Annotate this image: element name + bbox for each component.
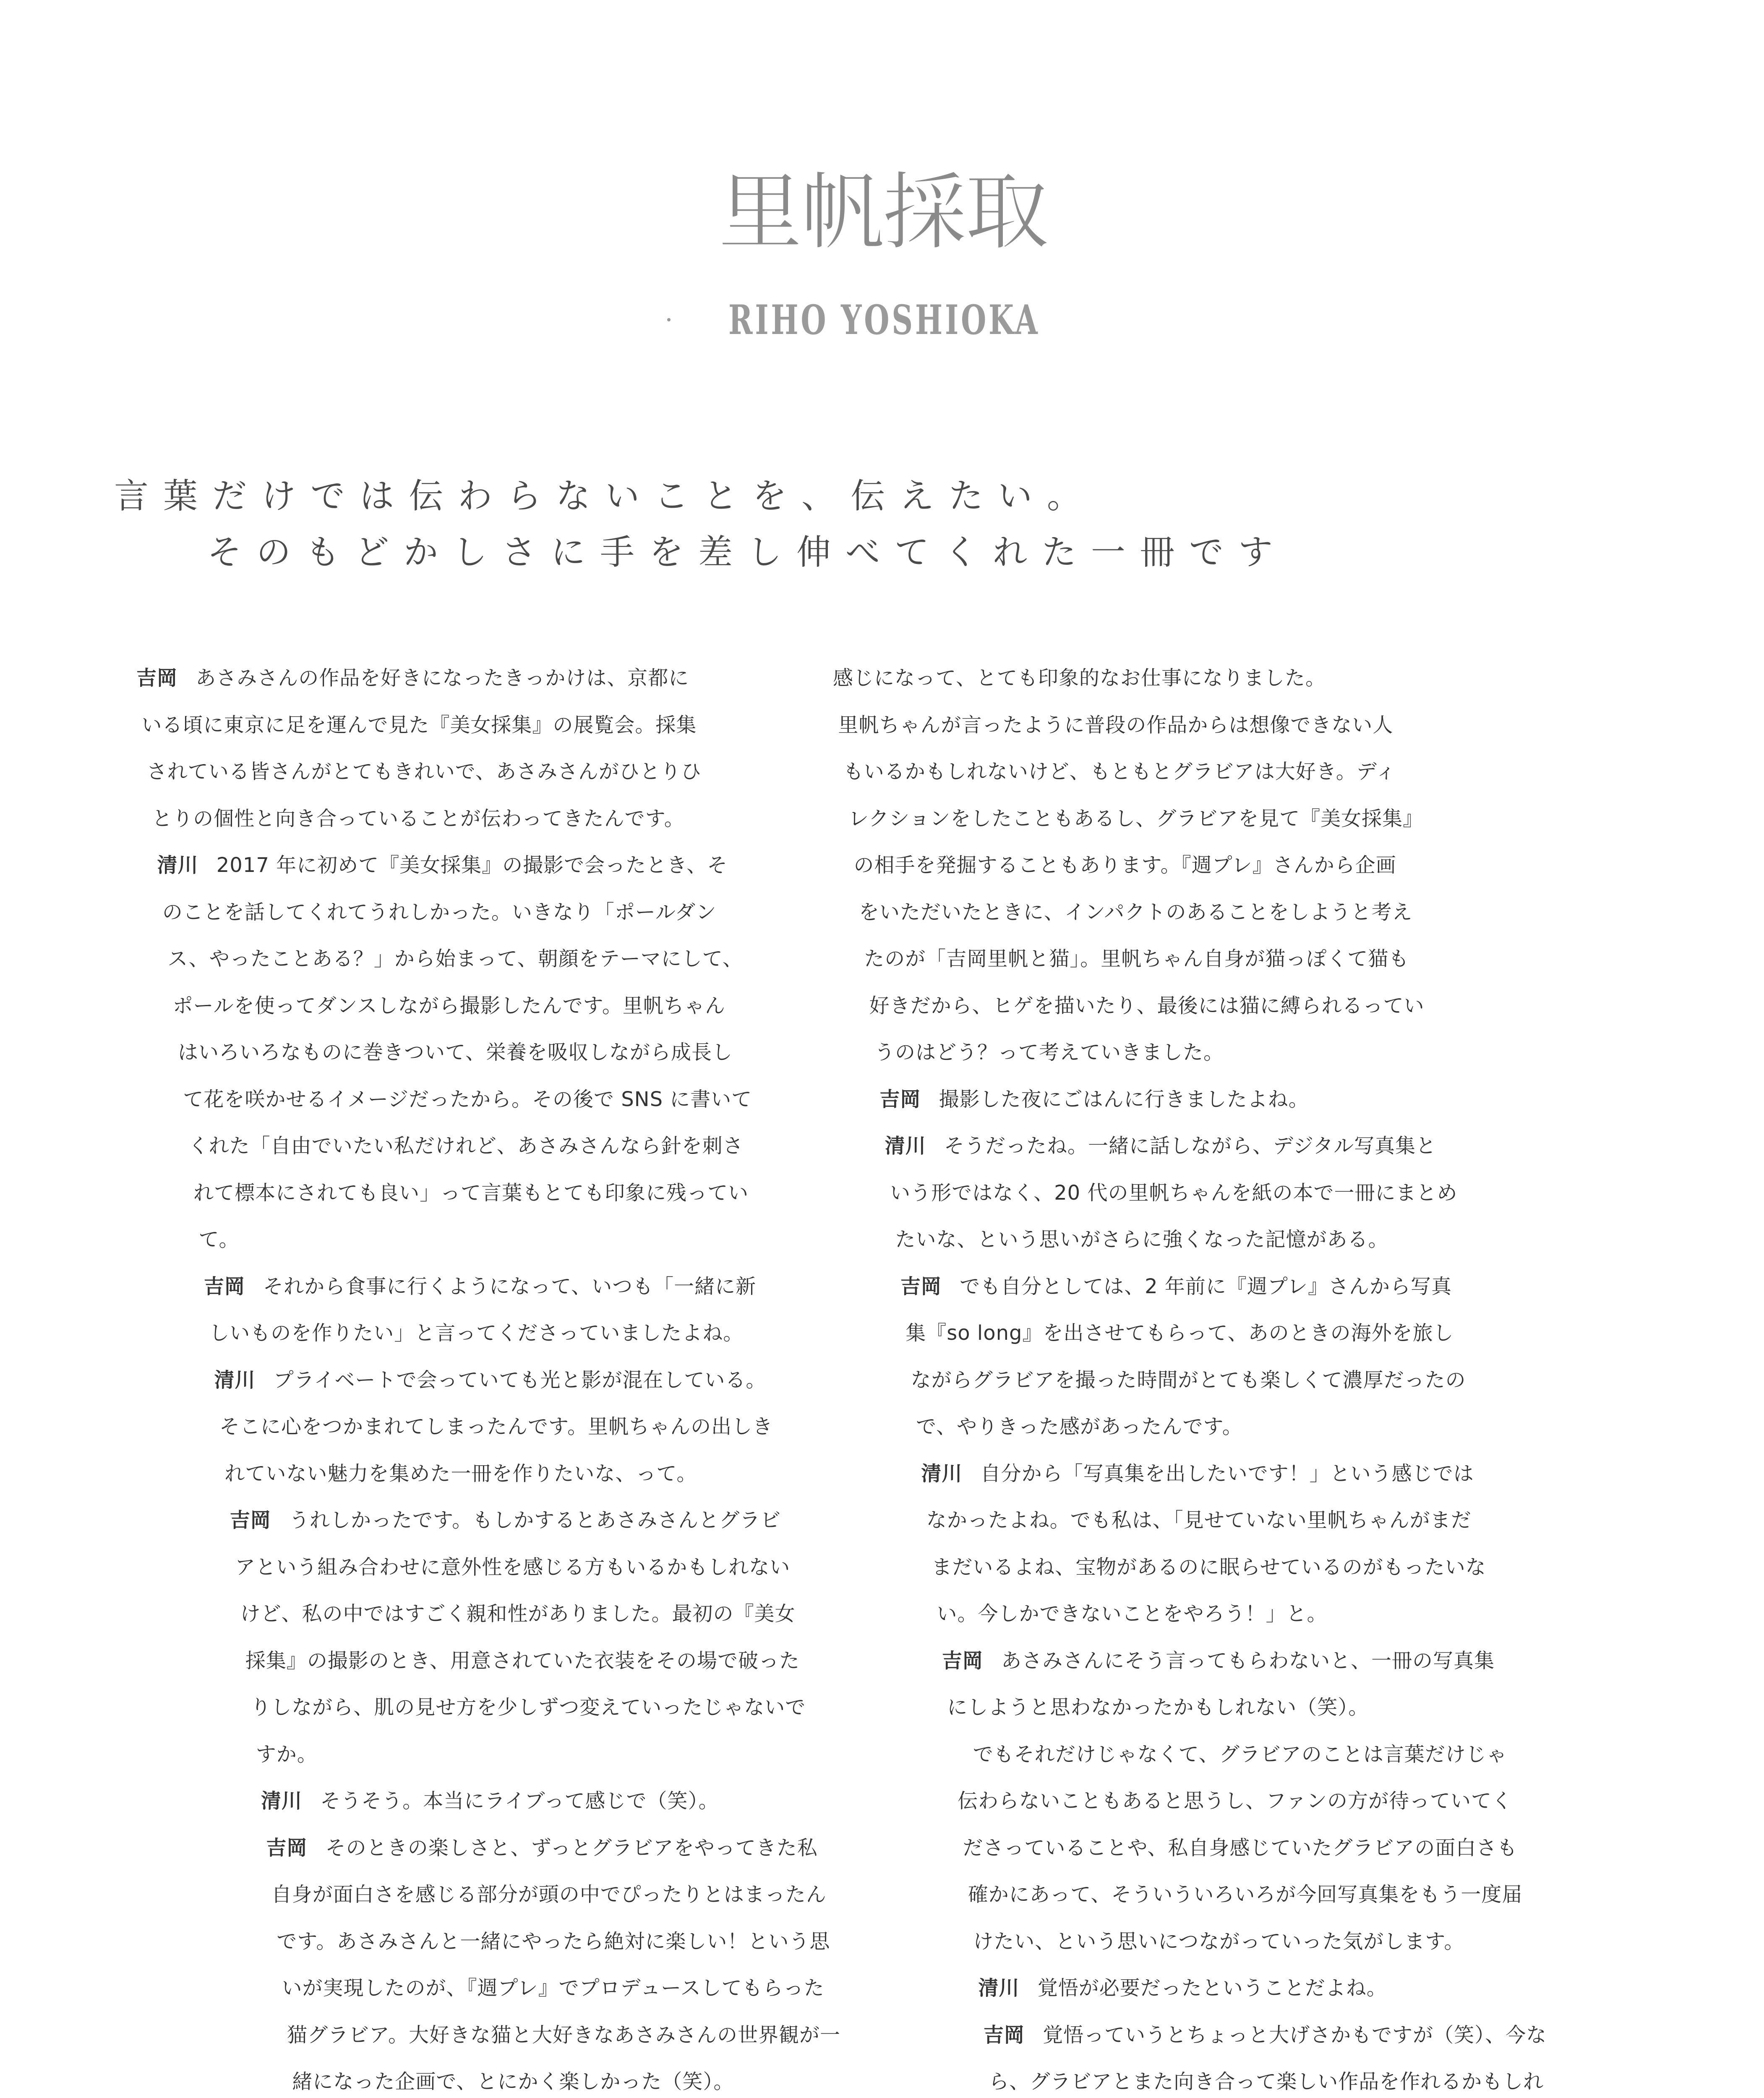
article-line (900, 1273, 1452, 1300)
speaker-name: 清川 (214, 1368, 256, 1392)
line-text: まだいるよね、宝物があるのに眠らせているのがもったいな (932, 1555, 1486, 1579)
article-line (256, 1741, 318, 1767)
article-line (277, 1928, 830, 1954)
line-text: いる頃に東京に足を運んで見た『美女採集』の展覧会。採集 (141, 713, 697, 737)
line-text: ださっていることや、私自身感じていたグラビアの面白さも (963, 1836, 1518, 1860)
line-text: レクションをしたこともあるし、グラビアを見て『美女採集』 (848, 806, 1424, 830)
line-text: プライベートで会っていても光と影が混在している。 (273, 1368, 767, 1392)
article-line (141, 712, 697, 738)
article-line (136, 665, 689, 691)
article-line (905, 1320, 1453, 1346)
article-line (947, 1694, 1369, 1720)
speaker-name: 吉岡 (983, 2023, 1025, 2047)
line-text: ながらグラビアを撮った時間がとても楽しくて濃厚だったの (911, 1368, 1466, 1392)
line-text: て花を咲かせるイメージだったから。その後で SNS に書いて (183, 1087, 752, 1111)
headline-line-2: そのもどかしさに手を差し伸べてくれた一冊です (207, 532, 1288, 572)
line-text: もいるかもしれないけど、もともとグラビアは大好き。ディ (843, 760, 1396, 783)
article-line (152, 806, 685, 832)
article-line (162, 899, 717, 925)
line-text: の相手を発掘することもあります。『週プレ』さんから企画 (853, 853, 1396, 877)
article-line (973, 1928, 1464, 1954)
article-line (219, 1414, 773, 1440)
line-text: アという組み合わせに意外性を感じる方もいるかもしれない (235, 1555, 791, 1579)
article-line (188, 1133, 744, 1159)
article-line (240, 1601, 796, 1627)
article-line (183, 1086, 752, 1112)
article-line (178, 1039, 733, 1065)
article-line (287, 2022, 840, 2048)
line-text: い。今しかできないことをやろう！」と。 (937, 1602, 1328, 1626)
article-line (895, 1226, 1389, 1253)
line-text: をいただいたときに、インパクトのあることをしようと考え (859, 900, 1413, 924)
article-line (224, 1461, 697, 1487)
speaker-name: 吉岡 (942, 1649, 983, 1673)
article-line (874, 1039, 1224, 1065)
line-text: はいろいろなものに巻きついて、栄養を吸収しながら成長し (178, 1041, 733, 1064)
article-line (937, 1601, 1328, 1627)
headline-line-1: 言葉だけでは伝わらないことを、伝えたい。 (114, 476, 1096, 516)
article-line (963, 1835, 1517, 1861)
article-line (251, 1694, 806, 1720)
article-line (879, 1086, 1309, 1112)
article-line (843, 759, 1396, 785)
line-text: くれた「自由でいたい私だけれど、あさみさんなら針を刺さ (188, 1134, 744, 1158)
speaker-name: 吉岡 (900, 1274, 942, 1298)
line-text: それから食事に行くようになって、いつも「一緒に新 (263, 1274, 757, 1298)
speaker-name: 清川 (978, 1976, 1020, 2000)
article-line (214, 1367, 767, 1393)
line-text: 自分から「写真集を出したいです！」という感じでは (980, 1461, 1474, 1485)
line-text: されている皆さんがとてもきれいで、あさみさんがひとりひ (146, 760, 702, 783)
speaker-name: 吉岡 (230, 1508, 271, 1532)
line-text: けたい、という思いにつながっていった気がします。 (973, 1929, 1465, 1953)
line-text: 確かにあって、そういういろいろが今回写真集をもう一度届 (968, 1883, 1523, 1906)
line-text: 猫グラビア。大好きな猫と大好きなあさみさんの世界観が一 (287, 2023, 841, 2047)
speaker-name: 清川 (261, 1789, 303, 1813)
line-text: すか。 (256, 1742, 318, 1766)
line-text: いが実現したのが、『週プレ』でプロデュースしてもらった (282, 1976, 825, 2000)
article-line (261, 1788, 719, 1814)
article-line (292, 2069, 734, 2095)
speaker-name: 清川 (921, 1461, 963, 1485)
line-text: でもそれだけじゃなくて、グラビアのことは言葉だけじゃ (952, 1742, 1507, 1766)
line-text: たのが「吉岡里帆と猫」。里帆ちゃん自身が猫っぽくて猫も (864, 947, 1409, 971)
line-text: 里帆ちゃんが言ったように普段の作品からは想像できない人 (838, 713, 1393, 737)
line-text: 2017 年に初めて『美女採集』の撮影で会ったとき、そ (216, 853, 728, 877)
article-line (911, 1367, 1466, 1393)
line-text: とりの個性と向き合っていることが伝わってきたんです。 (152, 806, 685, 830)
line-text: たいな、という思いがさらに強くなった記憶がある。 (895, 1228, 1389, 1251)
article-line (864, 946, 1409, 972)
article-line (968, 1881, 1523, 1908)
speaker-name: 吉岡 (879, 1087, 921, 1111)
line-text: ら、グラビアとまた向き合って楽しい作品を作れるかもしれ (989, 2070, 1544, 2093)
line-text: ポールを使ってダンスしながら撮影したんです。里帆ちゃん (172, 994, 725, 1018)
article-line (282, 1975, 825, 2001)
speaker-name: 清川 (885, 1134, 926, 1158)
article-line (916, 1414, 1243, 1440)
article-line (199, 1226, 240, 1253)
page-subtitle: RIHO YOSHIOKA (728, 296, 1040, 344)
article-line (271, 1881, 827, 1908)
line-text: 感じになって、とても印象的なお仕事になりました。 (833, 666, 1326, 690)
page-title: 里帆採取 (718, 164, 1048, 261)
line-text: 緒になった企画で、とにかく楽しかった（笑）。 (292, 2070, 734, 2093)
line-text: 撮影した夜にごはんに行きましたよね。 (939, 1087, 1309, 1111)
speaker-name: 吉岡 (204, 1274, 245, 1298)
line-text: 伝わらないこともあると思うし、ファンの方が待っていてく (958, 1789, 1513, 1813)
article-line (890, 1180, 1457, 1206)
article-line (167, 946, 743, 972)
article-line (989, 2069, 1544, 2095)
line-text: りしながら、肌の見せ方を少しずつ変えていったじゃないで (251, 1696, 806, 1719)
article-line (979, 1975, 1387, 2001)
line-text: れていない魅力を集めた一冊を作りたいな、って。 (224, 1461, 697, 1485)
article-line (193, 1180, 749, 1206)
article-line (958, 1788, 1512, 1814)
speaker-name: 清川 (157, 853, 198, 877)
line-text: けど、私の中ではすごく親和性がありました。最初の『美女 (240, 1602, 796, 1626)
article-line (157, 852, 728, 878)
line-text: うれしかったです。もしかするとあさみさんとグラビ (289, 1508, 781, 1532)
article-line (209, 1320, 744, 1346)
line-text: そうそう。本当にライブって感じで（笑）。 (320, 1789, 719, 1813)
line-text: そうだったね。一緒に話しながら、デジタル写真集と (944, 1134, 1437, 1158)
line-text: 覚悟っていうとちょっと大げさかもですが（笑）、今な (1043, 2023, 1547, 2047)
article-line (859, 899, 1413, 925)
line-text: のことを話してくれてうれしかった。いきなり「ポールダン (162, 900, 717, 924)
line-text: で、やりきった感があったんです。 (916, 1415, 1243, 1438)
article-line (869, 993, 1425, 1019)
article-line (848, 806, 1423, 832)
article-line (984, 2022, 1547, 2048)
article-line (854, 852, 1396, 878)
line-text: て。 (198, 1228, 240, 1251)
line-text: あさみさんの作品を好きになったきっかけは、京都に (196, 666, 689, 690)
article-line (921, 1461, 1474, 1487)
line-text: 採集』の撮影のとき、用意されていた衣装をその場で破った (245, 1649, 800, 1673)
article-line (235, 1554, 790, 1580)
speaker-name: 吉岡 (266, 1836, 308, 1860)
article-line (926, 1507, 1472, 1533)
line-text: 自身が面白さを感じる部分が頭の中でぴったりとはまったん (271, 1883, 827, 1906)
article-line (838, 712, 1393, 738)
article-line (932, 1554, 1486, 1580)
line-text: そこに心をつかまれてしまったんです。里帆ちゃんの出しき (219, 1415, 773, 1438)
article-line (952, 1741, 1507, 1767)
line-text: いう形ではなく、20 代の里帆ちゃんを紙の本で一冊にまとめ (890, 1181, 1458, 1205)
line-text: ス、やったことある？」から始まって、朝顔をテーマにして、 (167, 947, 743, 971)
article-line (833, 665, 1326, 691)
article-line (885, 1133, 1436, 1159)
line-text: にしようと思わなかったかもしれない（笑）。 (947, 1696, 1369, 1719)
line-text: しいものを作りたい」と言ってくださっていましたよね。 (209, 1321, 744, 1345)
article-line (942, 1648, 1495, 1674)
article-line (266, 1835, 817, 1861)
article-line (147, 759, 702, 785)
line-text: そのときの楽しさと、ずっとグラビアをやってきた私 (325, 1836, 818, 1860)
line-text: うのはどう？って考えていきました。 (874, 1041, 1224, 1064)
line-text: れて標本にされても良い」って言葉もとても印象に残ってい (193, 1181, 749, 1205)
line-text: あさみさんにそう言ってもらわないと、一冊の写真集 (1001, 1649, 1495, 1673)
line-text: 好きだから、ヒゲを描いたり、最後には猫に縛られるってい (869, 994, 1425, 1018)
line-text: 覚悟が必要だったということだよね。 (1037, 1976, 1387, 2000)
line-text: でも自分としては、2 年前に『週プレ』さんから写真 (960, 1274, 1452, 1298)
article-line (245, 1648, 800, 1674)
article-line (173, 993, 725, 1019)
line-text: です。あさみさんと一緒にやったら絶対に楽しい！という思 (277, 1929, 830, 1953)
article-line (230, 1507, 781, 1533)
decorative-dot (667, 318, 671, 321)
line-text: 集『so long』を出させてもらって、あのときの海外を旅し (905, 1321, 1454, 1345)
line-text: なかったよね。でも私は、「見せていない里帆ちゃんがまだ (926, 1508, 1472, 1532)
speaker-name: 吉岡 (136, 666, 178, 690)
article-line (204, 1273, 756, 1300)
